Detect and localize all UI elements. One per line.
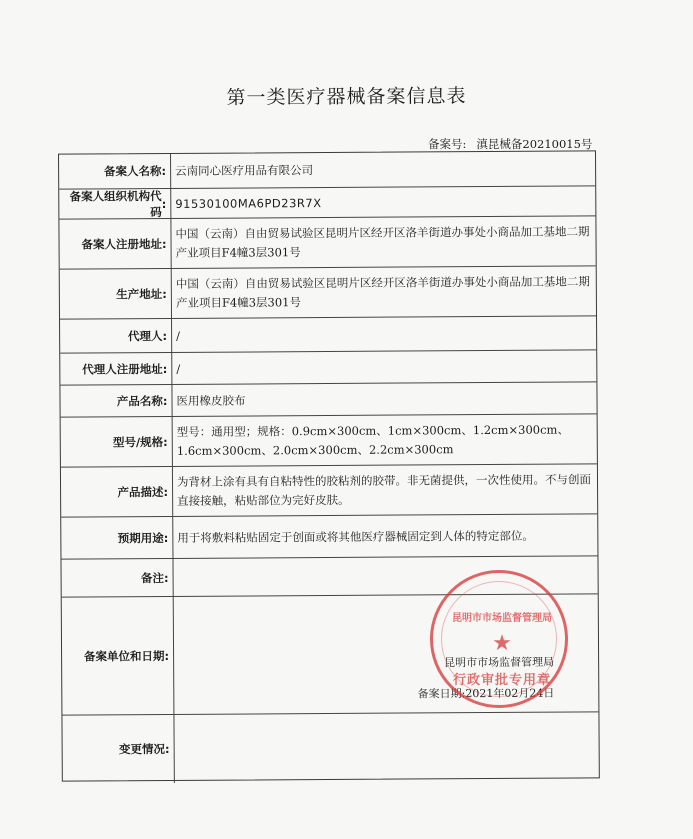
seal-top-text: 昆明市市场监督管理局 xyxy=(452,613,552,624)
row-label: 备注 : xyxy=(61,559,173,598)
row-label: 变更情况 : xyxy=(62,715,174,784)
seal-bottom-text: 行政审批专用章 xyxy=(452,673,551,688)
row-label: 代理人注册地址 : xyxy=(60,353,172,386)
filing-date-label: 备案日期: xyxy=(417,687,466,701)
official-seal xyxy=(430,570,568,708)
table-row xyxy=(60,265,596,319)
star-icon: ★ xyxy=(492,631,512,656)
record-number-label: 备案号: xyxy=(428,137,467,151)
table-row xyxy=(60,381,596,417)
row-value: 中国（云南）自由贸易试验区昆明片区经开区洛羊街道办事处小商品加工基地二期产业项目F4幢3层301号 xyxy=(175,274,590,310)
filing-date-value: 2021年02月24日 xyxy=(465,686,555,701)
row-label: 代理人 : xyxy=(60,319,172,354)
table-row xyxy=(61,513,597,559)
row-value: 型号：通用型；规格：0.9cm×300cm、1cm×300cm、1.2cm×300cm、1.6cm×300cm、2.0cm×300cm、2.2cm×300cm xyxy=(176,422,569,458)
row-value: / xyxy=(176,361,181,376)
row-label: 备案人组织机构代码 : xyxy=(59,189,171,220)
row-value: 用于将敷料粘贴固定于创面或将其他医疗器械固定到人体的特定部位。 xyxy=(177,528,534,545)
row-label: 生产地址 : xyxy=(60,269,172,320)
row-label: 产品描述 : xyxy=(61,467,173,518)
row-value: 医用橡皮胶布 xyxy=(176,393,246,408)
row-value: 91530100MA6PD23R7X xyxy=(175,195,322,211)
record-number-value: 滇昆械备20210015号 xyxy=(476,137,593,151)
table-row xyxy=(61,413,597,467)
row-label: 备案人名称 : xyxy=(59,154,171,189)
table-row xyxy=(61,463,597,517)
table-row xyxy=(60,315,596,353)
row-value: / xyxy=(176,328,181,343)
document-title: 第一类医疗器械备案信息表 xyxy=(226,85,467,109)
row-label: 预期用途 : xyxy=(61,517,173,560)
row-value xyxy=(174,712,598,783)
table-row xyxy=(60,349,596,385)
row-value: 中国（云南）自由贸易试验区昆明片区经开区洛羊街道办事处小商品加工基地二期产业项目F4幢3层301号 xyxy=(175,224,590,260)
table-row xyxy=(59,185,595,219)
row-value: 云南同心医疗用品有限公司 xyxy=(175,162,314,178)
table-row xyxy=(59,151,595,188)
table-row xyxy=(62,711,598,783)
row-label: 备案人注册地址 : xyxy=(59,219,171,270)
row-value: 为背材上涂有具有自粘特性的胶粘剂的胶带。非无菌提供，一次性使用。不与创面直接接触，粘贴部位为完好皮肤。 xyxy=(176,472,592,508)
row-label: 型号/规格 : xyxy=(61,417,173,468)
filing-unit-name: 昆明市市场监督管理局 xyxy=(444,655,555,670)
table-row xyxy=(59,215,595,269)
row-label: 产品名称 : xyxy=(60,385,172,418)
row-label: 备案单位和日期 : xyxy=(62,597,175,716)
